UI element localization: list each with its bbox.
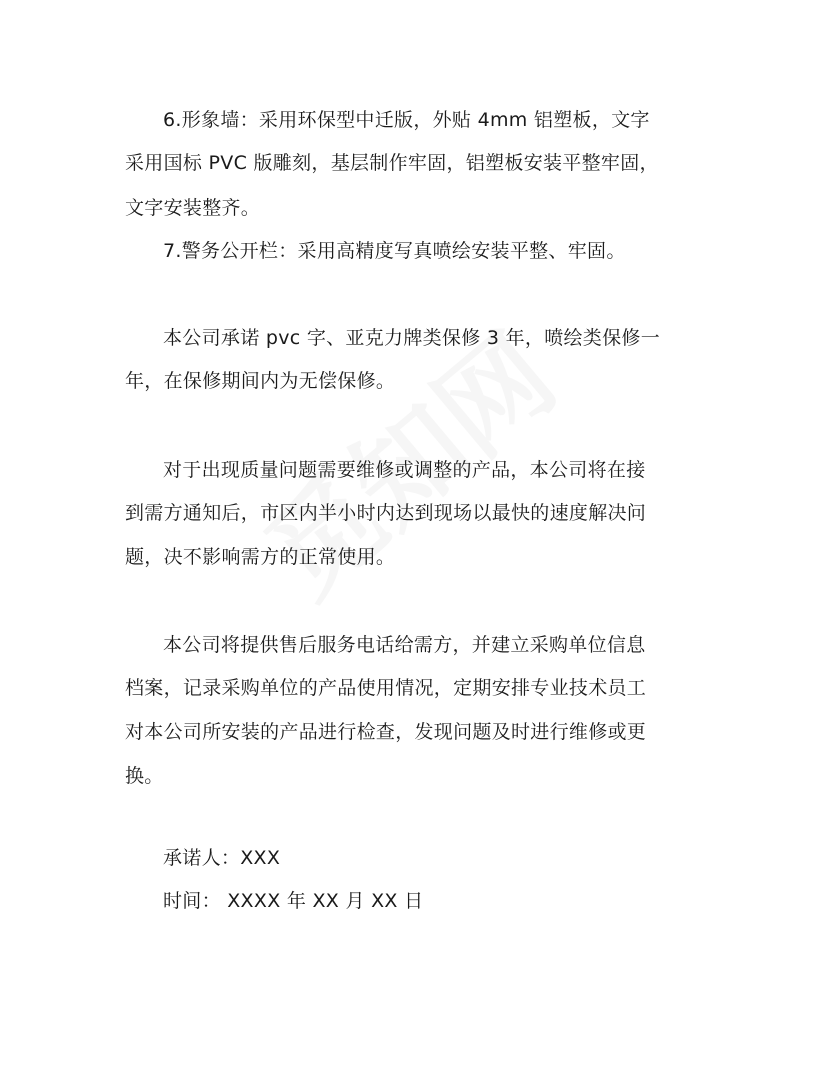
text-line: 到需方通知后，市区内半小时内达到现场以最快的速度解决问 — [125, 502, 647, 524]
text-line: 题，决不影响需方的正常使用。 — [125, 546, 396, 568]
text-line: 7.警务公开栏：采用高精度写真喷绘安装平整、牢固。 — [163, 240, 626, 262]
text-line: 年，在保修期间内为无偿保修。 — [125, 370, 396, 392]
text-line: 对于出现质量问题需要维修或调整的产品，本公司将在接 — [163, 459, 646, 481]
text-line: 对本公司所安装的产品进行检查，发现问题及时进行维修或更 — [125, 721, 647, 743]
text-line: 本公司承诺 pvc 字、亚克力牌类保修 3 年，喷绘类保修一 — [163, 327, 660, 349]
text-line: 6.形象墙：采用环保型中迁版，外贴 4mm 铝塑板，文字 — [163, 109, 650, 131]
signer-line: 承诺人：XXX — [163, 847, 281, 869]
text-line: 档案，记录采购单位的产品使用情况，定期安排专业技术员工 — [125, 677, 647, 699]
date-line: 时间： XXXX 年 XX 月 XX 日 — [163, 890, 424, 912]
text-line: 采用国标 PVC 版雕刻，基层制作牢固，铝塑板安装平整牢固， — [125, 152, 659, 174]
text-line: 文字安装整齐。 — [125, 197, 261, 219]
text-line: 换。 — [125, 765, 164, 787]
text-line: 本公司将提供售后服务电话给需方，并建立采购单位信息 — [163, 634, 646, 656]
